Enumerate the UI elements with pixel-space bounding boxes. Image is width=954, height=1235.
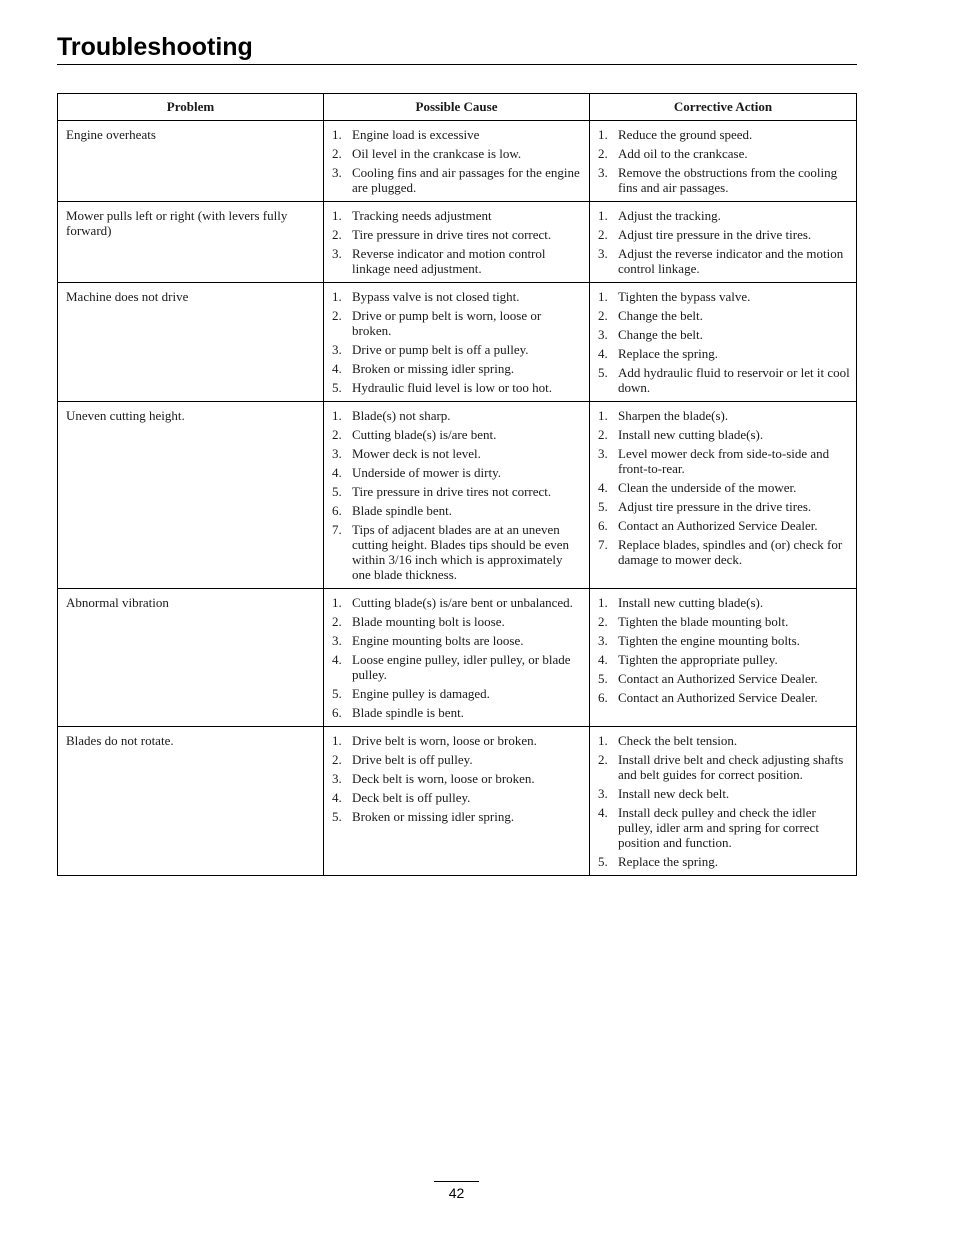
item-text: Deck belt is off pulley.	[352, 790, 471, 805]
item-text: Sharpen the blade(s).	[618, 408, 729, 423]
action-item	[598, 246, 850, 276]
item-text: Blade(s) not sharp.	[352, 408, 451, 423]
item-text: Install new deck belt.	[618, 786, 730, 801]
action-item	[598, 408, 850, 423]
action-item	[598, 365, 850, 395]
possible-cause-cell	[324, 402, 590, 589]
item-number: 3.	[332, 165, 342, 180]
item-text: Add oil to the crankcase.	[618, 146, 748, 161]
item-text: Blade spindle bent.	[352, 503, 453, 518]
item-number: 2.	[598, 427, 608, 442]
cause-item	[332, 522, 583, 582]
item-number: 2.	[598, 227, 608, 242]
cause-item	[332, 227, 583, 242]
cause-item	[332, 614, 583, 629]
item-number: 1.	[598, 289, 608, 304]
item-text: Check the belt tension.	[618, 733, 738, 748]
item-text: Tighten the appropriate pulley.	[618, 652, 778, 667]
item-text: Bypass valve is not closed tight.	[352, 289, 520, 304]
cause-item	[332, 809, 583, 824]
action-item	[598, 690, 850, 705]
item-text: Blade mounting bolt is loose.	[352, 614, 505, 629]
action-item	[598, 427, 850, 442]
item-number: 5.	[332, 809, 342, 824]
cause-item	[332, 427, 583, 442]
item-number: 1.	[598, 595, 608, 610]
action-item	[598, 327, 850, 342]
item-text: Loose engine pulley, idler pulley, or blade pulley.	[352, 652, 571, 682]
item-text: Replace the spring.	[618, 854, 718, 869]
item-number: 4.	[598, 652, 608, 667]
item-text: Install deck pulley and check the idler pulley, idler arm and spring for correct position and function.	[618, 805, 819, 850]
action-item	[598, 805, 850, 850]
item-number: 7.	[598, 537, 608, 552]
action-item	[598, 752, 850, 782]
table-row	[58, 589, 857, 727]
problem-cell: Uneven cutting height.	[58, 402, 324, 589]
item-text: Tighten the blade mounting bolt.	[618, 614, 789, 629]
action-item	[598, 208, 850, 223]
cause-item	[332, 465, 583, 480]
possible-cause-cell	[324, 202, 590, 283]
item-number: 1.	[332, 208, 342, 223]
table-header-row	[58, 94, 857, 121]
item-text: Replace blades, spindles and (or) check for damage to mower deck.	[618, 537, 843, 567]
header-possible-cause: Possible Cause	[324, 94, 590, 121]
item-text: Contact an Authorized Service Dealer.	[618, 518, 818, 533]
item-number: 6.	[598, 690, 608, 705]
cause-item	[332, 127, 583, 142]
item-number: 4.	[332, 465, 342, 480]
table-row	[58, 402, 857, 589]
cause-item	[332, 246, 583, 276]
page-number: 42	[448, 1185, 465, 1201]
cause-item	[332, 408, 583, 423]
item-number: 1.	[598, 408, 608, 423]
action-item	[598, 127, 850, 142]
item-number: 5.	[598, 365, 608, 380]
item-number: 2.	[332, 427, 342, 442]
item-text: Cooling fins and air passages for the engine are plugged.	[352, 165, 580, 195]
item-number: 3.	[332, 771, 342, 786]
item-number: 1.	[598, 127, 608, 142]
cause-item	[332, 705, 583, 720]
action-item	[598, 227, 850, 242]
item-number: 3.	[332, 342, 342, 357]
cause-item	[332, 790, 583, 805]
item-text: Reverse indicator and motion control linkage need adjustment.	[352, 246, 546, 276]
corrective-action-cell	[590, 202, 857, 283]
item-number: 2.	[332, 308, 342, 323]
cause-item	[332, 361, 583, 376]
item-text: Tracking needs adjustment	[352, 208, 492, 223]
cause-item	[332, 165, 583, 195]
action-item	[598, 146, 850, 161]
item-number: 4.	[598, 480, 608, 495]
possible-cause-cell	[324, 283, 590, 402]
item-text: Tire pressure in drive tires not correct.	[352, 227, 552, 242]
item-number: 2.	[598, 308, 608, 323]
item-text: Install new cutting blade(s).	[618, 595, 764, 610]
corrective-action-cell	[590, 727, 857, 876]
cause-item	[332, 752, 583, 767]
item-number: 5.	[332, 380, 342, 395]
item-number: 3.	[332, 446, 342, 461]
item-number: 5.	[598, 671, 608, 686]
cause-item	[332, 652, 583, 682]
item-number: 7.	[332, 522, 342, 537]
item-text: Change the belt.	[618, 327, 703, 342]
action-item	[598, 733, 850, 748]
item-text: Reduce the ground speed.	[618, 127, 753, 142]
item-text: Mower deck is not level.	[352, 446, 481, 461]
table-row	[58, 727, 857, 876]
item-number: 6.	[332, 705, 342, 720]
item-text: Clean the underside of the mower.	[618, 480, 797, 495]
item-number: 2.	[332, 614, 342, 629]
action-item	[598, 480, 850, 495]
action-item	[598, 165, 850, 195]
cause-item	[332, 771, 583, 786]
item-text: Hydraulic fluid level is low or too hot.	[352, 380, 553, 395]
possible-cause-cell	[324, 589, 590, 727]
action-item	[598, 652, 850, 667]
item-text: Install new cutting blade(s).	[618, 427, 764, 442]
table-row	[58, 121, 857, 202]
corrective-action-cell	[590, 589, 857, 727]
item-number: 1.	[598, 208, 608, 223]
item-text: Drive belt is worn, loose or broken.	[352, 733, 537, 748]
action-item	[598, 518, 850, 533]
cause-item	[332, 503, 583, 518]
item-text: Tighten the bypass valve.	[618, 289, 751, 304]
item-text: Tire pressure in drive tires not correct.	[352, 484, 552, 499]
cause-item	[332, 146, 583, 161]
header-problem: Problem	[58, 94, 324, 121]
item-number: 2.	[332, 227, 342, 242]
item-text: Drive belt is off pulley.	[352, 752, 473, 767]
cause-item	[332, 484, 583, 499]
action-item	[598, 595, 850, 610]
item-number: 2.	[598, 752, 608, 767]
item-text: Change the belt.	[618, 308, 703, 323]
item-number: 3.	[332, 633, 342, 648]
item-number: 5.	[332, 484, 342, 499]
item-number: 2.	[332, 146, 342, 161]
item-number: 1.	[332, 595, 342, 610]
cause-item	[332, 308, 583, 338]
item-text: Deck belt is worn, loose or broken.	[352, 771, 535, 786]
item-number: 1.	[332, 127, 342, 142]
item-number: 1.	[332, 733, 342, 748]
item-number: 3.	[598, 446, 608, 461]
action-item	[598, 854, 850, 869]
item-text: Replace the spring.	[618, 346, 718, 361]
item-number: 3.	[598, 633, 608, 648]
action-item	[598, 346, 850, 361]
title-divider	[57, 64, 857, 65]
possible-cause-cell	[324, 121, 590, 202]
item-number: 4.	[332, 790, 342, 805]
cause-item	[332, 446, 583, 461]
table-row	[58, 202, 857, 283]
cause-item	[332, 633, 583, 648]
action-item	[598, 289, 850, 304]
item-number: 4.	[598, 805, 608, 820]
action-item	[598, 537, 850, 567]
item-text: Oil level in the crankcase is low.	[352, 146, 522, 161]
item-number: 3.	[598, 327, 608, 342]
item-number: 2.	[598, 146, 608, 161]
item-number: 5.	[598, 854, 608, 869]
item-text: Adjust the reverse indicator and the motion control linkage.	[618, 246, 844, 276]
action-item	[598, 308, 850, 323]
item-number: 4.	[332, 652, 342, 667]
item-number: 5.	[598, 499, 608, 514]
problem-cell: Machine does not drive	[58, 283, 324, 402]
item-text: Remove the obstructions from the cooling fins and air passages.	[618, 165, 838, 195]
action-item	[598, 633, 850, 648]
problem-cell: Engine overheats	[58, 121, 324, 202]
item-text: Broken or missing idler spring.	[352, 361, 515, 376]
item-text: Adjust the tracking.	[618, 208, 721, 223]
page-title: Troubleshooting	[57, 33, 253, 61]
item-text: Tighten the engine mounting bolts.	[618, 633, 800, 648]
action-item	[598, 446, 850, 476]
problem-cell: Abnormal vibration	[58, 589, 324, 727]
cause-item	[332, 342, 583, 357]
page-number-rule	[434, 1181, 479, 1182]
item-text: Underside of mower is dirty.	[352, 465, 501, 480]
item-text: Engine mounting bolts are loose.	[352, 633, 524, 648]
item-text: Drive or pump belt is worn, loose or broken.	[352, 308, 542, 338]
item-text: Level mower deck from side-to-side and front-to-rear.	[618, 446, 830, 476]
item-number: 6.	[332, 503, 342, 518]
item-text: Drive or pump belt is off a pulley.	[352, 342, 529, 357]
item-text: Broken or missing idler spring.	[352, 809, 515, 824]
cause-item	[332, 686, 583, 701]
item-number: 5.	[332, 686, 342, 701]
item-text: Adjust tire pressure in the drive tires.	[618, 499, 812, 514]
item-text: Add hydraulic fluid to reservoir or let it cool down.	[618, 365, 850, 395]
item-number: 1.	[598, 733, 608, 748]
item-number: 3.	[332, 246, 342, 261]
item-number: 3.	[598, 165, 608, 180]
item-number: 1.	[332, 408, 342, 423]
header-corrective-action: Corrective Action	[590, 94, 857, 121]
item-number: 3.	[598, 786, 608, 801]
item-text: Blade spindle is bent.	[352, 705, 464, 720]
item-number: 1.	[332, 289, 342, 304]
cause-item	[332, 380, 583, 395]
item-text: Adjust tire pressure in the drive tires.	[618, 227, 812, 242]
item-text: Contact an Authorized Service Dealer.	[618, 690, 818, 705]
item-number: 3.	[598, 246, 608, 261]
table-row	[58, 283, 857, 402]
item-text: Engine load is excessive	[352, 127, 480, 142]
troubleshooting-table	[57, 93, 857, 876]
cause-item	[332, 733, 583, 748]
action-item	[598, 671, 850, 686]
action-item	[598, 786, 850, 801]
possible-cause-cell	[324, 727, 590, 876]
action-item	[598, 499, 850, 514]
corrective-action-cell	[590, 402, 857, 589]
item-number: 4.	[598, 346, 608, 361]
corrective-action-cell	[590, 121, 857, 202]
item-text: Contact an Authorized Service Dealer.	[618, 671, 818, 686]
item-number: 6.	[598, 518, 608, 533]
problem-cell: Blades do not rotate.	[58, 727, 324, 876]
item-text: Engine pulley is damaged.	[352, 686, 490, 701]
item-number: 2.	[332, 752, 342, 767]
item-number: 2.	[598, 614, 608, 629]
item-text: Cutting blade(s) is/are bent or unbalanced.	[352, 595, 573, 610]
item-text: Install drive belt and check adjusting shafts and belt guides for correct position.	[618, 752, 844, 782]
cause-item	[332, 289, 583, 304]
item-number: 4.	[332, 361, 342, 376]
item-text: Cutting blade(s) is/are bent.	[352, 427, 497, 442]
cause-item	[332, 208, 583, 223]
corrective-action-cell	[590, 283, 857, 402]
problem-cell: Mower pulls left or right (with levers fully forward)	[58, 202, 324, 283]
item-text: Tips of adjacent blades are at an uneven cutting height. Blades tips should be even within 3/16 inch which is approximately one blade thickness.	[352, 522, 569, 582]
cause-item	[332, 595, 583, 610]
action-item	[598, 614, 850, 629]
table-body	[58, 121, 857, 876]
